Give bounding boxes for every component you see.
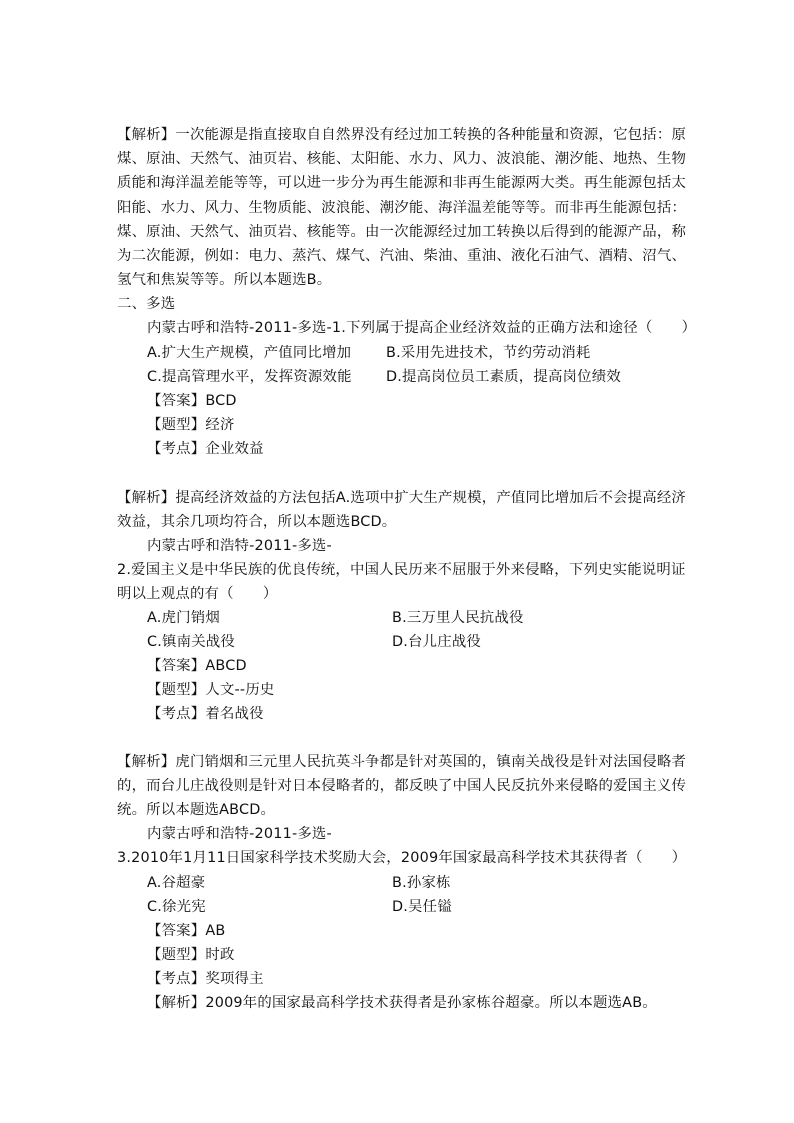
option-a: A.虎门销烟 [147,610,220,626]
question-source: 内蒙古呼和浩特-2011-多选- [147,826,332,842]
analysis-line: 统。所以本题选ABCD。 [117,802,276,818]
analysis-line: 为二次能源，例如：电力、蒸汽、煤气、汽油、柴油、重油、液化石油气、酒精、沼气、 [117,248,687,264]
option-a: A.谷超豪 [147,875,206,891]
analysis-line: 【解析】2009年的国家最高科学技术获得者是孙家栋谷超豪。所以本题选AB。 [147,995,657,1011]
option-c: C.徐光宪 [147,899,206,915]
question-type: 【题型】时政 [147,947,235,963]
option-b: B.三万里人民抗战役 [392,610,524,626]
analysis-line: 【解析】虎门销烟和三元里人民抗英斗争都是针对英国的，镇南关战役是针对法国侵略者 [117,754,687,770]
option-row [147,608,524,628]
question-stem: 2.爱国主义是中华民族的优良传统，中国人民历来不屈服于外来侵略，下列史实能说明证 [117,562,686,578]
option-c: C.镇南关战役 [147,634,235,650]
analysis-line: 煤、原油、天然气、油页岩、核能等。由一次能源经过加工转换以后得到的能源产品，称 [117,224,687,240]
option-row [147,632,482,652]
option-row [147,343,591,363]
analysis-line: 【解析】提高经济效益的方法包括A.选项中扩大生产规模，产值同比增加后不会提高经济 [117,490,687,506]
test-point: 【考点】着名战役 [147,706,264,722]
test-point: 【考点】奖项得主 [147,971,264,987]
analysis-line: 阳能、水力、风力、生物质能、波浪能、潮汐能、海洋温差能等等。而非再生能源包括： [117,200,687,216]
analysis-line: 效益，其余几项均符合，所以本题选BCD。 [117,514,397,530]
answer: 【答案】AB [147,923,226,939]
option-row [147,367,621,387]
analysis-line: 煤、原油、天然气、油页岩、核能、太阳能、水力、风力、波浪能、潮汐能、地热、生物 [117,151,687,167]
option-a: A.扩大生产规模，产值同比增加 [147,345,352,361]
option-c: C.提高管理水平，发挥资源效能 [147,369,352,385]
option-b: B.采用先进技术，节约劳动消耗 [386,345,591,361]
question-stem: 明以上观点的有（ ） [117,586,278,602]
test-point: 【考点】企业效益 [147,441,264,457]
question-stem: 3.2010年1月11日国家科学技术奖励大会，2009年国家最高科学技术其获得者（ ） [117,850,687,866]
option-d: D.吴任镒 [392,899,452,915]
analysis-line: 【解析】一次能源是指直接取自自然界没有经过加工转换的各种能量和资源，它包括：原 [117,127,687,143]
question-source: 内蒙古呼和浩特-2011-多选-1.下列属于提高企业经济效益的正确方法和途径（ ） [147,320,697,336]
option-row [147,897,452,917]
option-d: D.提高岗位员工素质，提高岗位绩效 [386,369,621,385]
question-type: 【题型】人文--历史 [147,682,275,698]
answer: 【答案】ABCD [147,658,247,674]
section-title: 二、多选 [117,296,176,312]
option-row [147,873,451,893]
question-source: 内蒙古呼和浩特-2011-多选- [147,538,332,554]
option-b: B.孙家栋 [392,875,451,891]
analysis-line: 的，而台儿庄战役则是针对日本侵略者的，都反映了中国人民反抗外来侵略的爱国主义传 [117,778,687,794]
analysis-line: 质能和海洋温差能等等，可以进一步分为再生能源和非再生能源两大类。再生能源包括太 [117,175,687,191]
answer: 【答案】BCD [147,393,237,409]
question-type: 【题型】经济 [147,417,235,433]
option-d: D.台儿庄战役 [392,634,482,650]
analysis-line: 氢气和焦炭等等。所以本题选B。 [117,272,332,288]
